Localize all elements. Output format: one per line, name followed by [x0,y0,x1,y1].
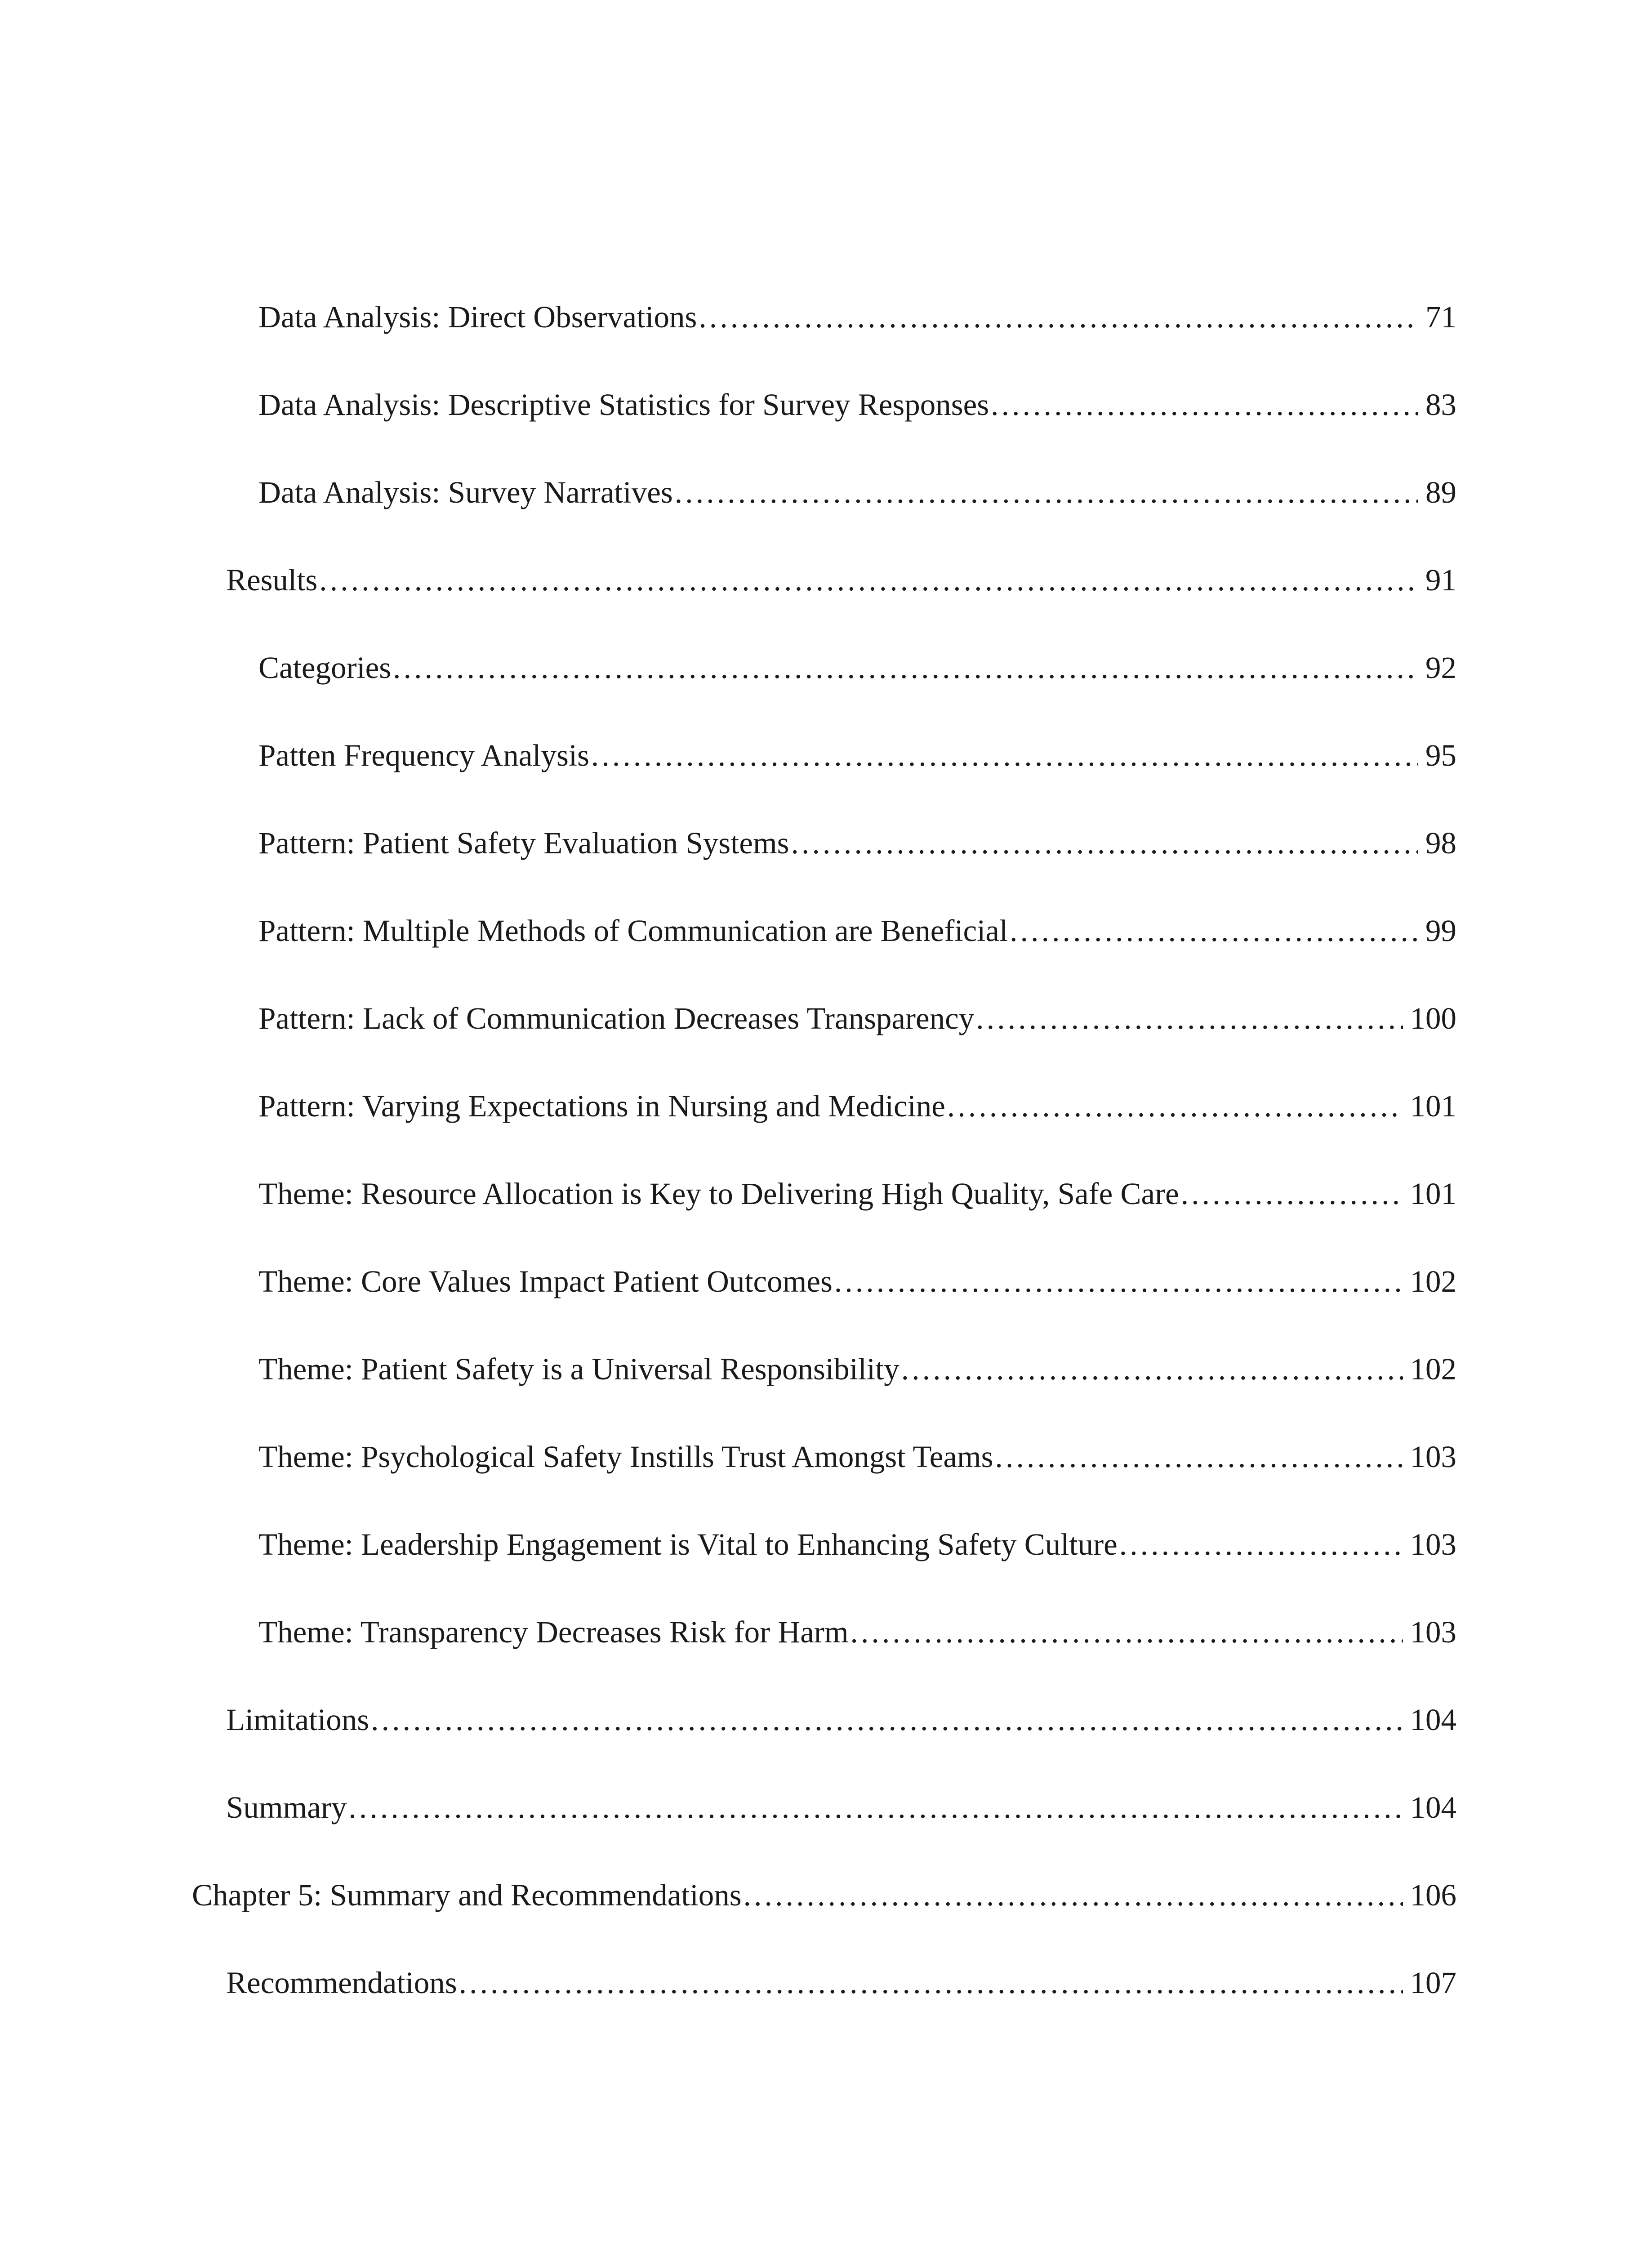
toc-entry[interactable] [258,1254,1456,1308]
toc-entry-page: 83 [1425,388,1456,422]
toc-entry-title: Results [226,563,318,597]
toc-entry-title: Pattern: Varying Expectations in Nursing and Medicine [258,1089,945,1123]
dot-leader [459,1956,1403,2010]
toc-entry[interactable] [226,553,1456,607]
toc-entry[interactable] [226,1956,1456,2010]
toc-entry[interactable] [258,816,1456,870]
dot-leader [901,1342,1403,1396]
toc-entry-title: Data Analysis: Direct Observations [258,300,697,334]
toc-entry-title: Limitations [226,1703,370,1737]
toc-entry-page: 106 [1410,1878,1456,1912]
dot-leader [995,1430,1403,1484]
toc-entry-page: 104 [1410,1790,1456,1824]
toc-entry-page: 103 [1410,1440,1456,1474]
toc-entry-page: 99 [1425,914,1456,948]
dot-leader [791,816,1418,870]
dot-leader [976,991,1403,1045]
toc-entry[interactable] [258,290,1456,344]
toc-entry[interactable] [258,904,1456,958]
toc-entry-page: 104 [1410,1703,1456,1737]
dot-leader [1119,1517,1403,1571]
toc-entry-page: 102 [1410,1264,1456,1298]
dot-leader [675,465,1418,519]
dot-leader [348,1780,1403,1834]
toc-entry-title: Theme: Leadership Engagement is Vital to Enhancing Safety Culture [258,1527,1118,1561]
toc-entry-page: 103 [1410,1527,1456,1561]
toc-entry-title: Data Analysis: Descriptive Statistics for Survey Responses [258,388,989,422]
toc-entry-title: Theme: Core Values Impact Patient Outcomes [258,1264,833,1298]
dot-leader [947,1079,1403,1133]
toc-entry[interactable] [226,1693,1456,1747]
toc-entry[interactable] [226,1780,1456,1834]
dot-leader [1010,904,1418,958]
toc-entry[interactable] [258,465,1456,519]
toc-entry-title: Patten Frequency Analysis [258,738,589,772]
toc-entry[interactable] [258,1342,1456,1396]
toc-entry[interactable] [192,1868,1456,1922]
toc-entry-page: 89 [1425,475,1456,509]
toc-entry-page: 101 [1410,1089,1456,1123]
dot-leader [699,290,1418,344]
toc-entry-page: 95 [1425,738,1456,772]
toc-entry[interactable] [258,641,1456,695]
toc-entry[interactable] [258,378,1456,432]
toc-entry[interactable] [258,1605,1456,1659]
toc-entry-page: 107 [1410,1966,1456,2000]
dot-leader [393,641,1418,695]
toc-entry[interactable] [258,1430,1456,1484]
toc-entry-page: 92 [1425,651,1456,685]
toc-entry-title: Summary [226,1790,347,1824]
toc-entry[interactable] [258,1167,1456,1221]
toc-entry-page: 101 [1410,1177,1456,1211]
toc-entry-title: Theme: Resource Allocation is Key to Delivering High Quality, Safe Care [258,1177,1179,1211]
toc-entry-page: 91 [1425,563,1456,597]
dot-leader [834,1254,1403,1308]
toc-entry-page: 102 [1410,1352,1456,1386]
dot-leader [991,378,1418,432]
toc-entry[interactable] [258,991,1456,1045]
dot-leader [591,728,1418,782]
toc-entry-page: 98 [1425,826,1456,860]
toc-entry-title: Theme: Patient Safety is a Universal Responsibility [258,1352,899,1386]
toc-entry-title: Theme: Transparency Decreases Risk for Harm [258,1615,849,1649]
toc-entry-title: Pattern: Multiple Methods of Communication are Beneficial [258,914,1008,948]
toc-entry[interactable] [258,1517,1456,1571]
toc-entry-title: Data Analysis: Survey Narratives [258,475,673,509]
dot-leader [850,1605,1403,1659]
toc-entry-title: Pattern: Patient Safety Evaluation Systems [258,826,789,860]
toc-entry-page: 100 [1410,1001,1456,1035]
toc-entry-title: Pattern: Lack of Communication Decreases Transparency [258,1001,975,1035]
toc-entry[interactable] [258,1079,1456,1133]
toc-entry-page: 103 [1410,1615,1456,1649]
toc-entry-title: Categories [258,651,392,685]
toc-entry-title: Chapter 5: Summary and Recommendations [192,1878,742,1912]
dot-leader [744,1868,1403,1922]
toc-entry-title: Recommendations [226,1966,457,2000]
dot-leader [319,553,1418,607]
dot-leader [1181,1167,1403,1221]
toc-entry[interactable] [258,728,1456,782]
dot-leader [371,1693,1403,1747]
toc-entry-title: Theme: Psychological Safety Instills Trust Amongst Teams [258,1440,993,1474]
toc-entry-page: 71 [1425,300,1456,334]
